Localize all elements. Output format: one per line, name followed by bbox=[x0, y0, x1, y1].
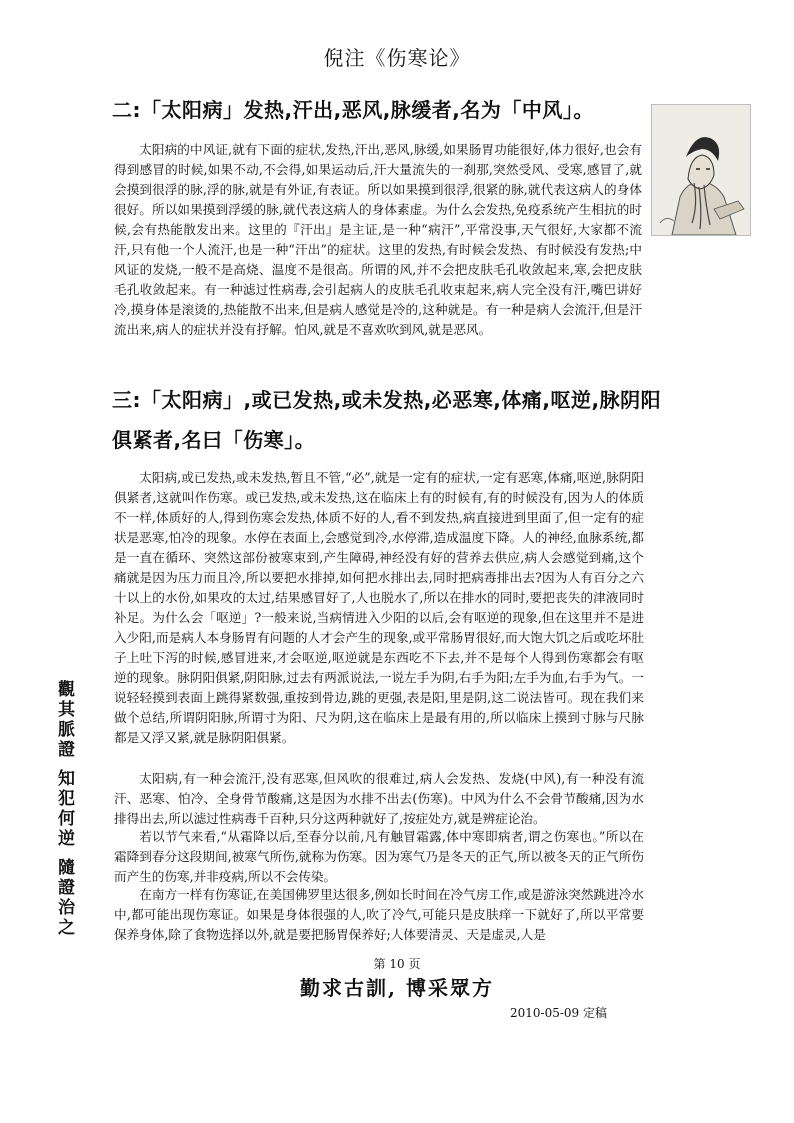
section-3-heading-line-1: 三:「太阳病」,或已发热,或未发热,必恶寒,体痛,呕逆,脉阴阳 bbox=[112, 388, 662, 412]
vertical-motto: 觀其脈證 知犯何逆 隨證治之 bbox=[54, 680, 74, 938]
page-number: 第 10 页 bbox=[373, 957, 421, 971]
footer-slogan: 勤求古訓, 博采眾方 bbox=[300, 976, 494, 1000]
scholar-portrait-drawing bbox=[652, 105, 750, 235]
section-2-heading: 二:「太阳病」发热,汗出,恶风,脉缓者,名为「中风」。 bbox=[112, 98, 594, 122]
section-3-paragraph-2: 太阳病,有一种会流汗,没有恶寒,但风吹的很难过,病人会发热、发烧(中风),有一种没有流汗、恶寒、怕冷、全身骨节酸痛,这是因为水排不出去(伤寒)。中风为什么不会骨节酸痛,因为水排得出去,所以滤过性病毒千百种,只分这两种就好了,按症处方,就是辨症论治。 bbox=[114, 771, 644, 826]
finalized-date: 2010-05-09 定稿 bbox=[510, 1006, 608, 1020]
section-3-paragraph-4: 在南方一样有伤寒证,在美国佛罗里达很多,例如长时间在冷气房工作,或是游泳突然跳进冷水中,都可能出现伤寒证。如果是身体很强的人,吹了冷气,可能只是皮肤痒一下就好了,所以平常要保养身体,除了食物选择以外,就是要把肠胃保养好;人体要清灵、天是虚灵,人是 bbox=[114, 887, 644, 942]
section-3-paragraph-3: 若以节气来看,“从霜降以后,至春分以前,凡有触冒霜露,体中寒即病者,谓之伤寒也。”所以在霜降到春分这段期间,被寒气所伤,就称为伤寒。因为寒气乃是冬天的正气,所以被冬天的正气所伤而产生的伤寒,并非疫病,所以不会传染。 bbox=[114, 829, 644, 884]
page-title: 倪注《伤寒论》 bbox=[323, 46, 471, 70]
section-2-paragraph: 太阳病的中风证,就有下面的症状,发热,汗出,恶风,脉缓,如果肠胃功能很好,体力很好,也会有得到感冒的时候,如果不动,不会得,如果运动后,汗大量流失的一刹那,突然受风、受寒,感冒了,就会摸到很浮的脉,浮的脉,就是有外证,有表证。所以如果摸到很浮,很紧的脉,就代表这病人的身体很好。所以如果摸到浮缓的脉,就代表这病人的身体素虚。为什么会发热,免疫系统产生相抗的时候,会有热能散发出来。这里的『汗出』是主证,是一种“病汗”,平常没事,天气很好,大家都不流汗,只有他一个人流汗,也是一种“汗出”的症状。这里的发热,有时候会发热、有时候没有发热;中风证的发烧,一般不是高烧、温度不是很高。所谓的风,并不会把皮肤毛孔收敛起来,寒,会把皮肤毛孔收敛起来。有一种滤过性病毒,会引起病人的皮肤毛孔收束起来,病人完全没有汗,嘴巴讲好冷,摸身体是滚烫的,热能散不出来,但是病人感觉是冷的,这种就是。有一种是病人会流汗,但是汗流出来,病人的症状并没有抒解。怕风,就是不喜欢吹到风,就是恶风。 bbox=[114, 142, 642, 337]
section-3-paragraph-1: 太阳病,或已发热,或未发热,暂且不管,“必”,就是一定有的症状,一定有恶寒,体痛,呕逆,脉阴阳俱紧者,这就叫作伤寒。或已发热,或未发热,这在临床上有的时候有,有的时候没有,因为人的体质不一样,体质好的人,得到伤寒会发热,体质不好的人,看不到发热,病直接进到里面了,但一定有的症状是恶寒,怕冷的现象。水停在表面上,会感觉到冷,水停滞,造成温度下降。人的神经,血脉系统,都是一直在循环、突然这部份被寒束到,产生障碍,神经没有好的营养去供应,病人会感觉到痛,这个痛就是因为压力而且冷,所以要把水排掉,如何把水排出去,同时把病毒排出去?因为人有百分之六十以上的水份,如果攻的太过,结果感冒好了,人也脱水了,所以在排水的同时,要把丧失的津液同时补足。为什么会「呕逆」?一般来说,当病情进入少阳的以后,会有呕逆的现象,但在这里并不是进入少阳,而是病人本身肠胃有问题的人才会产生的现象,或平常肠胃很好,而大饱大饥之后或吃坏肚子上吐下泻的时候,感冒进来,才会呕逆,呕逆就是东西吃不下去,并不是每个人得到伤寒都会有呕逆的现象。脉阴阳俱紧,阴阳脉,过去有两派说法,一说左手为阴,右手为阳;左手为血,右手为气。一说轻轻摸到表面上跳得紧数强,重按到骨边,跳的更强,表是阳,里是阴,这二说法皆可。现在我们来做个总结,所谓阴阳脉,所谓寸为阳、尺为阴,这在临床上是最有用的,所以临床上摸到寸脉与尺脉都是又浮又紧,就是脉阴阳俱紧。 bbox=[114, 470, 644, 745]
scholar-portrait bbox=[651, 104, 751, 236]
section-3-heading-line-2: 俱紧者,名曰「伤寒」。 bbox=[112, 428, 316, 452]
